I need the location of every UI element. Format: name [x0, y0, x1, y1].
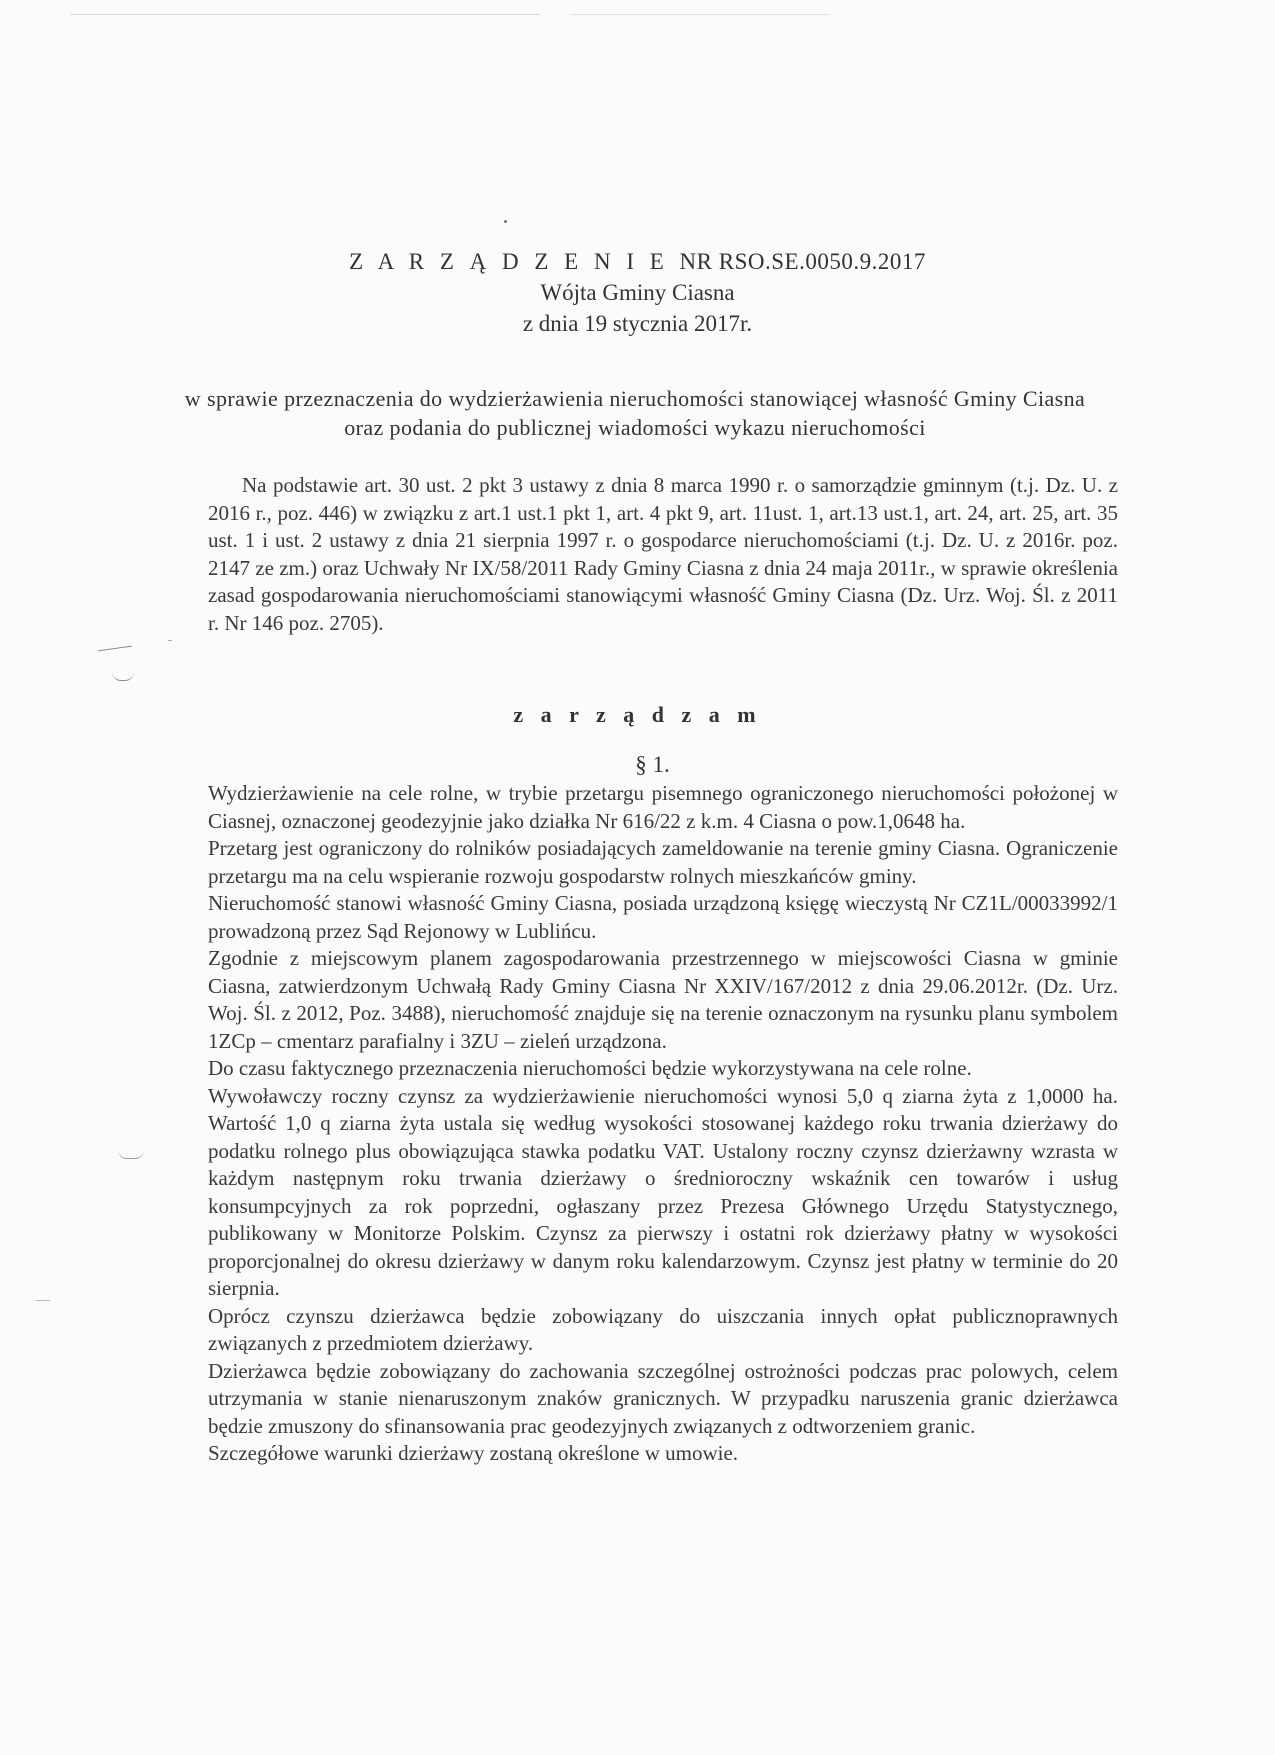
section-sign: § 1.	[635, 752, 670, 777]
document-title	[0, 246, 1275, 277]
section-paragraph: Wywoławczy roczny czynsz za wydzierżawienie nieruchomości wynosi 5,0 q ziarna żyta z 1,0000 ha. Wartość 1,0 q ziarna żyta ustala się według wysokości stosowanej każdego roku trwania dzierżawy do podatku rolnego plus obowiązująca stawka podatku VAT. Ustalony roczny czynsz dzierżawny wzrasta w każdym następnym roku trwania dzierżawy o średnioroczny wskaźnik cen towarów i usług konsumpcyjnych za rok poprzedni, ogłaszany przez Prezesa Głównego Urzędu Statystycznego, publikowany w Monitorze Polskim. Czynsz za pierwszy i ostatni rok dzierżawy płatny w wysokości proporcjonalnej do okresu dzierżawy w danym roku kalendarzowym. Czynsz jest płatny w terminie do 20 sierpnia.	[208, 1083, 1118, 1300]
title-number: NR RSO.SE.0050.9.2017	[679, 249, 926, 274]
decree-heading: z a r z ą d z a m	[513, 702, 762, 727]
section-paragraph: Wydzierżawienie na cele rolne, w trybie przetargu pisemnego ograniczonego nieruchomości położonej w Ciasnej, oznaczonej geodezyjnie jako działka Nr 616/22 z k.m. 4 Ciasna o pow.1,0648 ha.	[208, 781, 1118, 833]
legal-basis	[208, 472, 1118, 637]
margin-mark	[36, 1300, 50, 1301]
title-word: Z A R Z Ą D Z E N I E	[349, 249, 669, 274]
date-line: z dnia 19 stycznia 2017r.	[522, 311, 753, 336]
section-paragraph: Oprócz czynszu dzierżawca będzie zobowiązany do uiszczania innych opłat publicznoprawnych związanych z przedmiotem dzierżawy.	[208, 1303, 1118, 1355]
margin-mark	[112, 672, 134, 681]
legal-basis-text: Na podstawie art. 30 ust. 2 pkt 3 ustawy z dnia 8 marca 1990 r. o samorządzie gminnym (t.j. Dz. U. z 2016 r., poz. 446) w związku z art.1 ust.1 pkt 1, art. 4 pkt 9, art. 11ust. 1, art.13 ust.1, art. 24, art. 25, art. 35 ust. 1 i ust. 2 ustawy z dnia 21 sierpnia 1997 r. o gospodarce nieruchomościami (t.j. Dz. U. z 2016r. poz. 2147 ze zm.) oraz Uchwały Nr IX/58/2011 Rady Gminy Ciasna z dnia 24 maja 2011r., w sprawie określenia zasad gospodarowania nieruchomościami stanowiącymi własność Gminy Ciasna (Dz. Urz. Woj. Śl. z 2011 r. Nr 146 poz. 2705).	[208, 473, 1118, 635]
margin-mark	[98, 646, 132, 652]
scan-artifact-line	[570, 14, 830, 15]
margin-mark	[118, 1150, 144, 1159]
scan-artifact-dot	[504, 220, 507, 223]
subject-line: w sprawie przeznaczenia do wydzierżawienia nieruchomości stanowiącej własność Gminy Ciasna oraz podania do publicznej wiadomości wykazu nieruchomości	[184, 386, 1086, 440]
section-paragraph: Zgodnie z miejscowym planem zagospodarowania przestrzennego w miejscowości Ciasna w gminie Ciasna, zatwierdzonym Uchwałą Rady Gminy Ciasna Nr XXIV/167/2012 z dnia 29.06.2012r. (Dz. Urz. Woj. Śl. z 2012, Poz. 3488), nieruchomość znajduje się na terenie oznaczonym na rysunku planu symbolem 1ZCp – cmentarz parafialny i 3ZU – zieleń urządzona.	[208, 946, 1118, 1053]
issuer-line: Wójta Gminy Ciasna	[540, 280, 735, 305]
section-1-body	[208, 780, 1118, 1468]
margin-mark	[168, 640, 172, 641]
section-paragraph: Do czasu faktycznego przeznaczenia nieruchomości będzie wykorzystywana na cele rolne.	[208, 1056, 972, 1080]
section-paragraph: Przetarg jest ograniczony do rolników posiadających zameldowanie na terenie gminy Ciasna. Ograniczenie przetargu ma na celu wspieranie rozwoju gospodarstw rolnych mieszkańców gminy.	[208, 836, 1118, 888]
section-paragraph: Dzierżawca będzie zobowiązany do zachowania szczególnej ostrożności podczas prac polowych, celem utrzymania w stanie nienaruszonym znaków granicznych. W przypadku naruszenia granic dzierżawca będzie zmuszony do sfinansowania prac geodezyjnych związanych z odtworzeniem granic.	[208, 1358, 1118, 1438]
section-paragraph: Nieruchomość stanowi własność Gminy Ciasna, posiada urządzoną księgę wieczystą Nr CZ1L/00033992/1 prowadzoną przez Sąd Rejonowy w Lublińcu.	[208, 891, 1118, 943]
section-paragraph: Szczegółowe warunki dzierżawy zostaną określone w umowie.	[208, 1441, 739, 1465]
scan-artifact-line	[70, 14, 540, 15]
